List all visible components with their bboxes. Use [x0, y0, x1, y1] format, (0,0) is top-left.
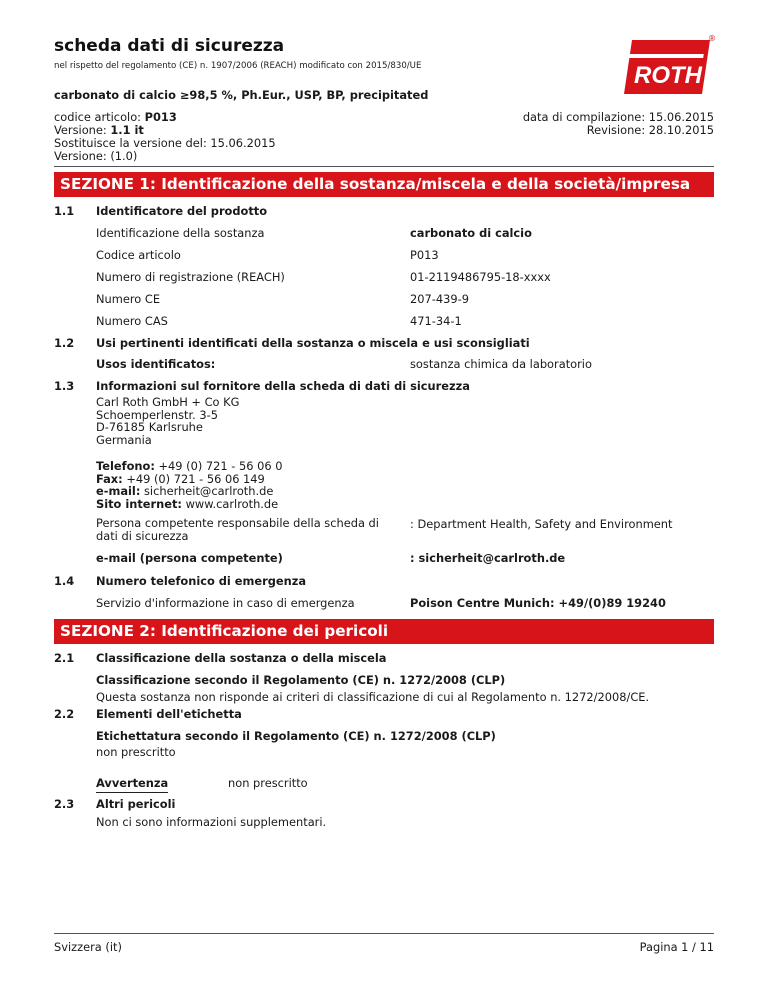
- footer-country: Svizzera (it): [54, 940, 122, 954]
- fax-value: +49 (0) 721 - 56 06 149: [122, 471, 265, 486]
- version-value: 1.1 it: [110, 123, 144, 137]
- website-label: Sito internet:: [96, 496, 182, 511]
- section-2-header: SEZIONE 2: Identificazione dei pericoli: [54, 619, 714, 644]
- labelling-subtitle: Etichettatura secondo il Regolamento (CE) n. 1272/2008 (CLP): [96, 729, 496, 743]
- page-number: Pagina 1 / 11: [639, 940, 714, 954]
- registered-mark: ®: [708, 34, 716, 43]
- email-label: e-mail:: [96, 484, 141, 499]
- website-value: www.carlroth.de: [181, 496, 279, 511]
- uses-value: sostanza chimica da laboratorio: [410, 357, 592, 371]
- version-label: Versione:: [54, 123, 111, 137]
- labelling-text: non prescritto: [96, 745, 176, 759]
- row-value: carbonato di calcio: [410, 226, 532, 240]
- address-line: Carl Roth GmbH + Co KG: [96, 395, 240, 409]
- revision-date: Revisione: 28.10.2015: [586, 123, 714, 137]
- row-label: Numero CAS: [96, 314, 168, 328]
- emergency-label: Servizio d'informazione in caso di emergenza: [96, 596, 355, 610]
- section-1-3-number: 1.3: [54, 379, 75, 393]
- address-line: Germania: [96, 432, 152, 447]
- code-label: codice articolo:: [54, 110, 145, 124]
- section-1-header: SEZIONE 1: Identificazione della sostanza/miscela e della società/impresa: [54, 172, 714, 197]
- supplier-contacts: [96, 460, 283, 510]
- competent-email-value: : sicherheit@carlroth.de: [410, 551, 566, 565]
- replaces-version: Versione: (1.0): [54, 149, 138, 163]
- regulation-subtitle: nel rispetto del regolamento (CE) n. 1907/2006 (REACH) modificato con 2015/830/UE: [54, 61, 422, 71]
- section-2-1-number: 2.1: [54, 651, 75, 665]
- document-title: scheda dati di sicurezza: [54, 36, 285, 56]
- signal-word-label-text: Avvertenza: [96, 776, 168, 793]
- row-value: 471-34-1: [410, 314, 462, 328]
- address-line: Schoemperlenstr. 3-5: [96, 407, 218, 422]
- section-1-1-number: 1.1: [54, 204, 75, 218]
- section-2-2-title: Elementi dell'etichetta: [96, 707, 242, 721]
- row-label: Identificazione della sostanza: [96, 226, 265, 240]
- signal-word-label: [96, 776, 168, 790]
- compiled-date: data di compilazione: 15.06.2015: [522, 110, 714, 124]
- other-hazards-text: Non ci sono informazioni supplementari.: [96, 815, 327, 829]
- competent-person-value: : Department Health, Safety and Environment: [410, 517, 673, 531]
- row-value: 01-2119486795-18-xxxx: [410, 270, 551, 284]
- competent-label-line: Persona competente responsabile della scheda di: [96, 516, 379, 530]
- section-2-3-title: Altri pericoli: [96, 797, 176, 811]
- section-1-3-title: Informazioni sul fornitore della scheda di dati di sicurezza: [96, 379, 470, 393]
- uses-label: Usos identificatos:: [96, 357, 216, 371]
- meta-right: [523, 111, 714, 137]
- emergency-value: Poison Centre Munich: +49/(0)89 19240: [410, 596, 666, 610]
- classification-text: Questa sostanza non risponde ai criteri di classificazione di cui al Regolamento n. 1272/2008/CE.: [96, 690, 650, 704]
- section-1-1-title: Identificatore del prodotto: [96, 204, 268, 218]
- code-value: P013: [144, 110, 177, 124]
- competent-email-label: e-mail (persona competente): [96, 551, 283, 565]
- section-1-4-number: 1.4: [54, 574, 75, 588]
- phone-label: Telefono:: [96, 459, 155, 473]
- header-divider: [54, 166, 714, 167]
- row-value: P013: [410, 248, 439, 262]
- footer-divider: [54, 933, 714, 934]
- section-2-3-number: 2.3: [54, 797, 75, 811]
- row-label: Numero di registrazione (REACH): [96, 270, 285, 284]
- section-1-4-title: Numero telefonico di emergenza: [96, 574, 307, 588]
- logo-text: ROTH: [634, 62, 702, 89]
- phone-value: +49 (0) 721 - 56 06 0: [154, 459, 283, 473]
- competent-label-line: dati di sicurezza: [96, 528, 189, 543]
- competent-person-label: [96, 517, 379, 542]
- address-line: D-76185 Karlsruhe: [96, 420, 203, 435]
- section-2-1-title: Classificazione della sostanza o della miscela: [96, 651, 387, 665]
- row-value: 207-439-9: [410, 292, 469, 306]
- roth-logo: [622, 34, 716, 96]
- meta-left: [54, 111, 276, 163]
- signal-word-value: non prescritto: [228, 776, 308, 790]
- section-1-2-number: 1.2: [54, 336, 75, 350]
- section-2-2-number: 2.2: [54, 707, 75, 721]
- replaces-text: Sostituisce la versione del: 15.06.2015: [54, 136, 276, 150]
- product-name: carbonato di calcio ≥98,5 %, Ph.Eur., USP, BP, precipitated: [54, 88, 429, 102]
- email-value: sicherheit@carlroth.de: [140, 484, 274, 499]
- classification-subtitle: Classificazione secondo il Regolamento (CE) n. 1272/2008 (CLP): [96, 673, 506, 687]
- section-1-2-title: Usi pertinenti identificati della sostanza o miscela e usi sconsigliati: [96, 336, 530, 350]
- row-label: Numero CE: [96, 292, 161, 306]
- row-label: Codice articolo: [96, 248, 181, 262]
- fax-label: Fax:: [96, 471, 123, 486]
- supplier-address: [96, 396, 239, 446]
